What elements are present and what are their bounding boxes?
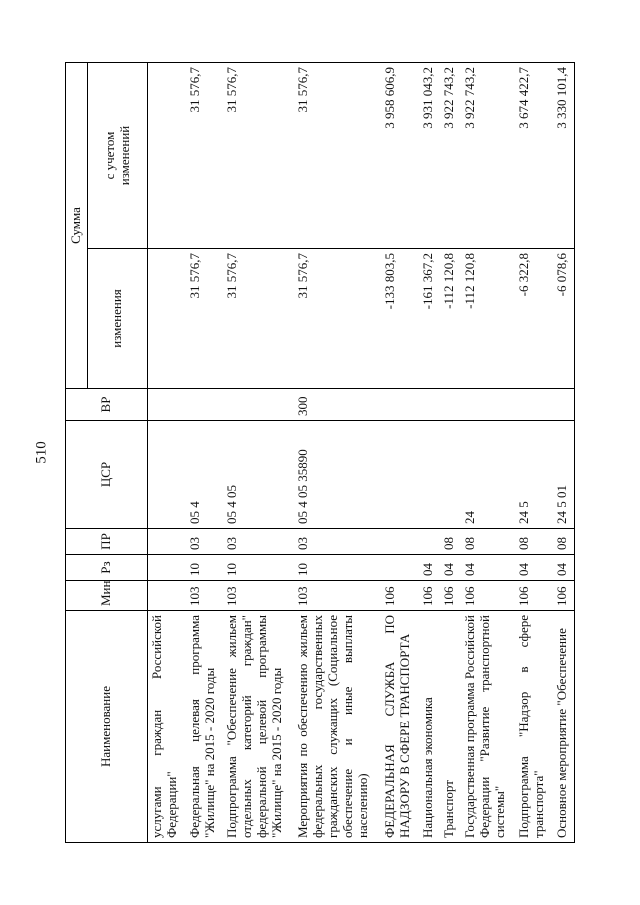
header-vr: ВР (66, 389, 148, 421)
row-total-cell: 3 931 043,2 (419, 63, 440, 249)
row-total-cell: 3 330 101,4 (553, 63, 575, 249)
row-name-cell: услугами граждан Российской Федерации" (148, 611, 186, 843)
table-row (223, 63, 294, 843)
row-min-cell: 106 (419, 581, 440, 611)
row-rz-cell: 10 (294, 555, 381, 581)
header-pr: ПР (66, 529, 148, 555)
row-csr-cell: 24 5 (515, 421, 553, 529)
row-total-cell (148, 63, 186, 249)
header-name: Наименование (66, 611, 148, 843)
header-min: Мин (66, 581, 148, 611)
row-csr-cell (381, 421, 419, 529)
row-pr-cell (419, 529, 440, 555)
row-csr-cell (419, 421, 440, 529)
row-csr-cell: 05 4 (186, 421, 224, 529)
row-pr-cell: 03 (186, 529, 224, 555)
row-min-cell: 106 (381, 581, 419, 611)
table-row (440, 63, 461, 843)
row-change-cell: -6 322,8 (515, 249, 553, 389)
row-min-cell: 106 (440, 581, 461, 611)
row-name-cell: ФЕДЕРАЛЬНАЯ СЛУЖБА ПО НАДЗОРУ В СФЕРЕ ТРАНСПОРТА (381, 611, 419, 843)
header-change: изменения (88, 249, 148, 389)
row-name-cell: Федеральная целевая программа "Жилище" на 2015 - 2020 годы (186, 611, 224, 843)
table-row (186, 63, 224, 843)
row-name-cell: Подпрограмма "Надзор в сфере транспорта" (515, 611, 553, 843)
header-with-changes-line2: изменений (116, 125, 132, 186)
row-change-cell: -161 367,2 (419, 249, 440, 389)
row-rz-cell: 10 (186, 555, 224, 581)
table-body (148, 63, 575, 843)
row-vr-cell (148, 389, 186, 421)
row-csr-cell (148, 421, 186, 529)
row-total-cell: 3 958 606,9 (381, 63, 419, 249)
table-row (553, 63, 575, 843)
row-change-cell: -133 803,5 (381, 249, 419, 389)
row-vr-cell (381, 389, 419, 421)
row-total-cell: 31 576,7 (223, 63, 294, 249)
row-min-cell (148, 581, 186, 611)
row-name-cell: Государственная программа Российской Федерации "Развитие транспортной системы" (461, 611, 515, 843)
row-pr-cell (148, 529, 186, 555)
table-row (461, 63, 515, 843)
header-with-changes (88, 63, 148, 249)
row-vr-cell (440, 389, 461, 421)
row-vr-cell (553, 389, 575, 421)
row-rz-cell: 04 (461, 555, 515, 581)
row-name-cell: Национальная экономика (419, 611, 440, 843)
row-pr-cell: 08 (553, 529, 575, 555)
header-with-changes-line1: с учетом (101, 131, 117, 180)
page-number: 510 (33, 441, 50, 464)
row-pr-cell: 03 (223, 529, 294, 555)
row-csr-cell: 24 (461, 421, 515, 529)
row-min-cell: 106 (553, 581, 575, 611)
row-change-cell: 31 576,7 (186, 249, 224, 389)
header-sum: Сумма (66, 63, 88, 389)
row-rz-cell: 04 (440, 555, 461, 581)
row-min-cell: 103 (223, 581, 294, 611)
table-header (66, 63, 148, 843)
row-pr-cell: 03 (294, 529, 381, 555)
row-name-cell: Подпрограмма "Обеспечение жильем отдельных категорий граждан" федеральной целевой программы "Жилище" на 2015 - 2020 годы (223, 611, 294, 843)
row-pr-cell: 08 (515, 529, 553, 555)
row-vr-cell (461, 389, 515, 421)
row-rz-cell: 04 (419, 555, 440, 581)
row-vr-cell (186, 389, 224, 421)
row-rz-cell: 04 (515, 555, 553, 581)
row-total-cell: 3 922 743,2 (440, 63, 461, 249)
row-name-cell: Транспорт (440, 611, 461, 843)
row-min-cell: 106 (515, 581, 553, 611)
row-total-cell: 31 576,7 (186, 63, 224, 249)
row-vr-cell (223, 389, 294, 421)
row-pr-cell: 08 (440, 529, 461, 555)
row-change-cell: -112 120,8 (461, 249, 515, 389)
row-min-cell: 106 (461, 581, 515, 611)
row-total-cell: 3 674 422,7 (515, 63, 553, 249)
row-total-cell: 3 922 743,2 (461, 63, 515, 249)
row-change-cell (148, 249, 186, 389)
row-total-cell: 31 576,7 (294, 63, 381, 249)
row-pr-cell (381, 529, 419, 555)
budget-table (65, 62, 575, 843)
row-name-cell: Мероприятия по обеспечению жильем федеральных государственных гражданских служащих (Социальное обеспечение и иные выплаты населению) (294, 611, 381, 843)
row-min-cell: 103 (294, 581, 381, 611)
row-csr-cell: 05 4 05 35890 (294, 421, 381, 529)
table-row (148, 63, 186, 843)
row-change-cell: -112 120,8 (440, 249, 461, 389)
row-rz-cell (381, 555, 419, 581)
row-vr-cell (419, 389, 440, 421)
table-row (294, 63, 381, 843)
row-change-cell: -6 078,6 (553, 249, 575, 389)
row-rz-cell: 04 (553, 555, 575, 581)
row-change-cell: 31 576,7 (294, 249, 381, 389)
row-change-cell: 31 576,7 (223, 249, 294, 389)
header-rz: Рз (66, 555, 148, 581)
table-row (515, 63, 553, 843)
table-row (381, 63, 419, 843)
row-name-cell: Основное мероприятие "Обеспечение (553, 611, 575, 843)
table-row (419, 63, 440, 843)
row-pr-cell: 08 (461, 529, 515, 555)
header-csr: ЦСР (66, 421, 148, 529)
row-vr-cell: 300 (294, 389, 381, 421)
row-rz-cell (148, 555, 186, 581)
row-vr-cell (515, 389, 553, 421)
row-min-cell: 103 (186, 581, 224, 611)
row-csr-cell: 24 5 01 (553, 421, 575, 529)
row-rz-cell: 10 (223, 555, 294, 581)
row-csr-cell (440, 421, 461, 529)
rotated-table-container (65, 63, 575, 843)
row-csr-cell: 05 4 05 (223, 421, 294, 529)
